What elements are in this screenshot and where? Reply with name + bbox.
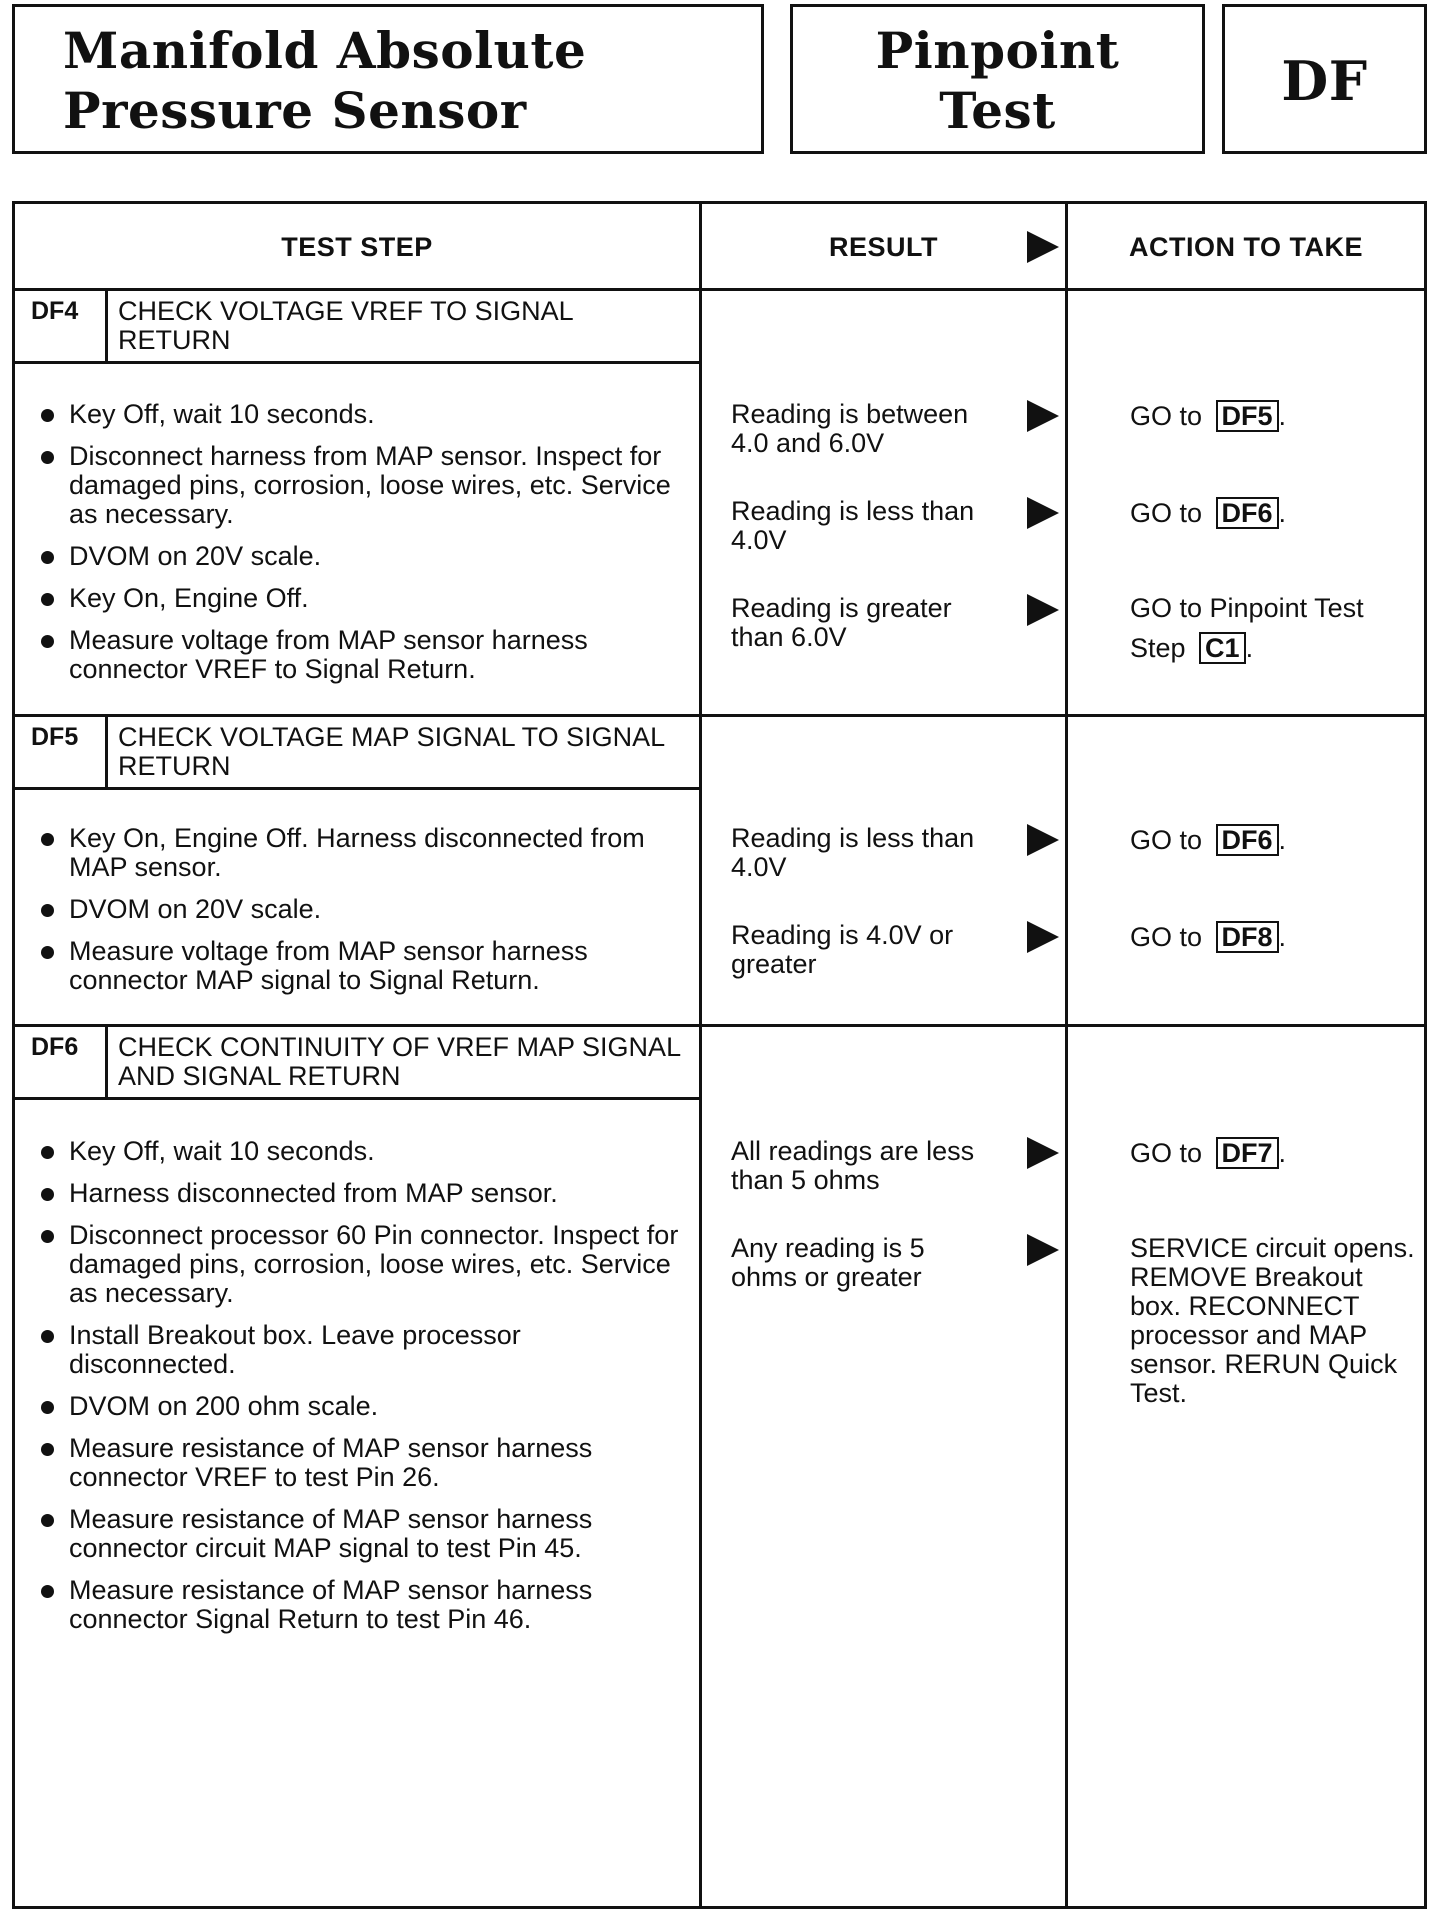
result-arrow-icon	[1027, 1234, 1059, 1266]
procedure-item: Measure voltage from MAP sensor harness connector VREF to Signal Return.	[39, 626, 689, 684]
action-prefix: GO to	[1130, 825, 1210, 855]
pinpoint-test-table	[12, 201, 1427, 1909]
step-title: CHECK VOLTAGE VREF TO SIGNAL RETURN	[118, 296, 573, 355]
action-prefix: GO to	[1130, 1138, 1210, 1168]
procedure-item: Harness disconnected from MAP sensor.	[39, 1179, 689, 1208]
test-code: DF	[1281, 49, 1368, 113]
procedure-item: Measure resistance of MAP sensor harness connector Signal Return to test Pin 46.	[39, 1576, 689, 1634]
procedure-item: Measure resistance of MAP sensor harness connector VREF to test Pin 26.	[39, 1434, 689, 1492]
result-text: Reading is less than 4.0V	[731, 823, 975, 882]
result-arrow-icon	[1027, 497, 1059, 529]
procedure-item: Measure voltage from MAP sensor harness connector MAP signal to Signal Return.	[39, 937, 689, 995]
action-suffix: .	[1278, 498, 1287, 528]
pinpoint-test-label	[793, 21, 1202, 141]
action-prefix: GO to	[1130, 922, 1210, 952]
step-id: DF6	[31, 1033, 79, 1061]
procedure-item: Measure resistance of MAP sensor harness connector circuit MAP signal to test Pin 45.	[39, 1505, 689, 1563]
pinpoint-line-2: Test	[939, 81, 1056, 140]
step-reference-link[interactable]: DF6	[1216, 824, 1279, 856]
step-title: CHECK VOLTAGE MAP SIGNAL TO SIGNAL RETURN	[118, 722, 665, 781]
step-df5-procedure	[39, 824, 689, 1008]
header-result: RESULT	[829, 231, 938, 262]
page-title	[63, 21, 586, 141]
step-title: CHECK CONTINUITY OF VREF MAP SIGNAL AND SIGNAL RETURN	[118, 1032, 681, 1091]
step-title-divider	[15, 361, 699, 364]
procedure-item: Disconnect harness from MAP sensor. Inspect for damaged pins, corrosion, loose wires, etc. Service as necessary.	[39, 442, 689, 529]
step-id: DF4	[31, 297, 79, 325]
step-id: DF5	[31, 723, 79, 751]
action-text	[1130, 1137, 1420, 1169]
step-reference-link[interactable]: DF7	[1216, 1137, 1279, 1169]
action-line: GO to Pinpoint Test	[1130, 593, 1364, 623]
action-text: SERVICE circuit opens. REMOVE Breakout box. RECONNECT processor and MAP sensor. RERUN Quick Test.	[1130, 1233, 1415, 1408]
procedure-item: Key Off, wait 10 seconds.	[39, 1137, 689, 1166]
action-text	[1130, 824, 1420, 856]
result-text: All readings are less than 5 ohms	[731, 1136, 975, 1195]
action-text	[1130, 497, 1420, 529]
result-text: Reading is between 4.0 and 6.0V	[731, 399, 969, 458]
pinpoint-test-box	[790, 4, 1205, 154]
step-title-divider	[15, 787, 699, 790]
result-text: Reading is less than 4.0V	[731, 496, 975, 555]
pinpoint-line-1: Pinpoint	[875, 21, 1120, 80]
step-title-divider	[15, 1097, 699, 1100]
procedure-item: DVOM on 20V scale.	[39, 895, 689, 924]
result-arrow-icon	[1027, 231, 1059, 263]
step-id-divider	[105, 291, 108, 363]
action-suffix: .	[1278, 825, 1287, 855]
result-text: Reading is 4.0V or greater	[731, 920, 954, 979]
procedure-item: Key On, Engine Off. Harness disconnected from MAP sensor.	[39, 824, 689, 882]
step-reference-link[interactable]: DF6	[1216, 497, 1279, 529]
action-suffix: .	[1245, 633, 1254, 663]
action-prefix: Step	[1130, 633, 1194, 663]
header-action: ACTION TO TAKE	[1129, 231, 1363, 262]
result-arrow-icon	[1027, 921, 1059, 953]
result-text: Any reading is 5 ohms or greater	[731, 1233, 925, 1292]
action-text	[1130, 921, 1420, 953]
step-header-df6	[15, 1027, 699, 1099]
step-df6-procedure	[39, 1137, 689, 1647]
procedure-item: Install Breakout box. Leave processor disconnected.	[39, 1321, 689, 1379]
action-suffix: .	[1278, 1138, 1287, 1168]
procedure-item: DVOM on 200 ohm scale.	[39, 1392, 689, 1421]
column-divider	[699, 204, 702, 1906]
step-id-divider	[105, 717, 108, 789]
action-suffix: .	[1278, 922, 1287, 952]
result-arrow-icon	[1027, 1137, 1059, 1169]
action-text	[1130, 400, 1420, 432]
procedure-item: DVOM on 20V scale.	[39, 542, 689, 571]
title-box	[12, 4, 764, 154]
step-header-df5	[15, 717, 699, 789]
test-code-box	[1222, 4, 1427, 154]
step-header-df4	[15, 291, 699, 363]
step-reference-link[interactable]: C1	[1199, 632, 1246, 664]
step-id-divider	[105, 1027, 108, 1099]
result-arrow-icon	[1027, 824, 1059, 856]
action-prefix: GO to	[1130, 498, 1210, 528]
result-arrow-icon	[1027, 400, 1059, 432]
action-text	[1130, 594, 1420, 664]
step-reference-link[interactable]: DF8	[1216, 921, 1279, 953]
header-test-step: TEST STEP	[281, 231, 433, 262]
procedure-item: Disconnect processor 60 Pin connector. Inspect for damaged pins, corrosion, loose wires, etc. Service as necessary.	[39, 1221, 689, 1308]
column-divider	[1065, 204, 1068, 1906]
step-reference-link[interactable]: DF5	[1216, 400, 1279, 432]
title-line-2: Pressure Sensor	[63, 81, 527, 140]
result-arrow-icon	[1027, 594, 1059, 626]
result-text: Reading is greater than 6.0V	[731, 593, 952, 652]
procedure-item: Key On, Engine Off.	[39, 584, 689, 613]
action-prefix: GO to	[1130, 401, 1210, 431]
action-suffix: .	[1278, 401, 1287, 431]
procedure-item: Key Off, wait 10 seconds.	[39, 400, 689, 429]
step-df4-procedure	[39, 400, 689, 697]
title-line-1: Manifold Absolute	[63, 21, 587, 80]
